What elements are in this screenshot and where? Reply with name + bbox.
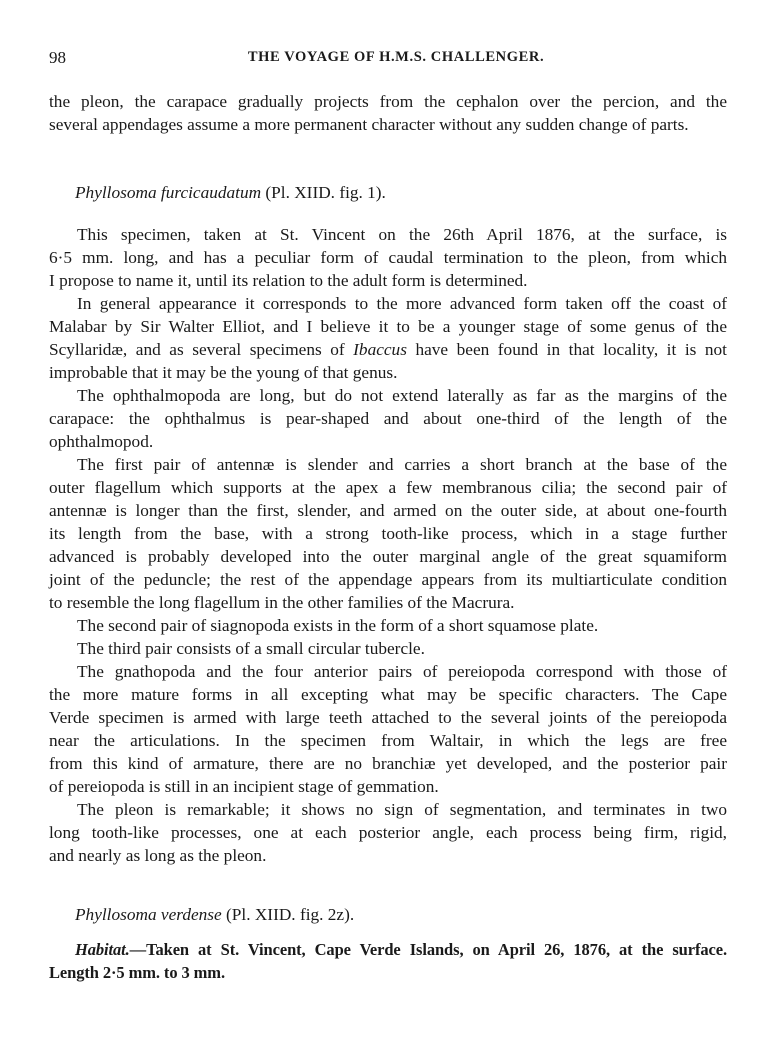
section-heading-verdense — [49, 903, 727, 926]
text-line: antennæ is longer than the first, slender, and armed on the outer side, at about one-fourth — [49, 501, 727, 520]
genus-name: Ibaccus — [353, 340, 407, 359]
page-number: 98 — [49, 48, 66, 67]
text-line: from this kind of armature, there are no branchiæ yet developed, and the posterior pair — [49, 754, 727, 773]
plate-reference: (Pl. XIID. fig. 2z). — [221, 905, 355, 924]
intro-paragraph — [49, 90, 727, 136]
species-name: Phyllosoma verdense — [75, 905, 222, 924]
text-line: 6·5 mm. long, and has a peculiar form of caudal termination to the pleon, from which — [49, 248, 727, 267]
text-line: long tooth-like processes, one at each posterior angle, each process being firm, rigid, — [49, 823, 727, 842]
text-line: This specimen, taken at St. Vincent on the 26th April 1876, at the surface, is — [77, 225, 727, 244]
habitat-paragraph — [49, 938, 727, 984]
page-body — [49, 90, 727, 984]
paragraph — [49, 660, 727, 798]
text-line: advanced is probably developed into the outer marginal angle of the great squamiform — [49, 547, 727, 566]
text-line: joint of the peduncle; the rest of the appendage appears from its multiarticulate condition — [49, 570, 727, 589]
text-line: I propose to name it, until its relation to the adult form is determined. — [49, 271, 528, 290]
text-line: The second pair of siagnopoda exists in the form of a short squamose plate. — [77, 616, 599, 635]
text-line: several appendages assume a more permanent character without any sudden change of parts. — [49, 115, 689, 134]
paragraph — [49, 384, 727, 453]
text-line: outer flagellum which supports at the apex a few membranous cilia; the second pair of — [49, 478, 727, 497]
text-line: ophthalmopod. — [49, 432, 154, 451]
text-line: near the articulations. In the specimen from Waltair, in which the legs are free — [49, 731, 727, 750]
text-line — [49, 938, 727, 961]
text-line: Length 2·5 mm. to 3 mm. — [49, 963, 225, 982]
text-line: the pleon, the carapace gradually projects from the cephalon over the percion, and the — [49, 92, 727, 111]
species-name: Phyllosoma furcicaudatum — [75, 183, 262, 202]
text-line: its length from the base, with a strong tooth-like process, which in a stage further — [49, 524, 727, 543]
paragraph — [49, 614, 727, 637]
running-title: THE VOYAGE OF H.M.S. CHALLENGER. — [247, 49, 545, 65]
text-line: to resemble the long flagellum in the other families of the Macrura. — [49, 593, 515, 612]
paragraph — [49, 453, 727, 614]
text-line: The third pair consists of a small circular tubercle. — [77, 639, 425, 658]
paragraph — [49, 223, 727, 292]
text-line: carapace: the ophthalmus is pear-shaped and about one-third of the length of the — [49, 409, 727, 428]
text-line: Scyllaridæ, and as several specimens of Ibaccus have been found in that locality, it is not — [49, 340, 727, 359]
text-line: Malabar by Sir Walter Elliot, and I believe it to be a younger stage of some genus of the — [49, 317, 727, 336]
paragraph — [49, 292, 727, 384]
paragraph — [49, 637, 727, 660]
text-line: In general appearance it corresponds to the more advanced form taken off the coast of — [77, 294, 727, 313]
page-header — [49, 46, 727, 69]
paragraph — [49, 798, 727, 867]
text-line: The ophthalmopoda are long, but do not extend laterally as far as the margins of the — [77, 386, 727, 405]
section-heading-furcicaudatum — [49, 181, 727, 204]
text-line: the more mature forms in all excepting what may be specific characters. The Cape — [49, 685, 727, 704]
text-line: The gnathopoda and the four anterior pairs of pereiopoda correspond with those of — [77, 662, 727, 681]
text-line: Verde specimen is armed with large teeth attached to the several joints of the pereiopoda — [49, 708, 727, 727]
text-line: and nearly as long as the pleon. — [49, 846, 267, 865]
habitat-label: Habitat. — [75, 940, 130, 959]
text-line: The first pair of antennæ is slender and carries a short branch at the base of the — [77, 455, 727, 474]
text-line: The pleon is remarkable; it shows no sign of segmentation, and terminates in two — [77, 800, 727, 819]
text-line: improbable that it may be the young of that genus. — [49, 363, 398, 382]
plate-reference: (Pl. XIID. fig. 1). — [261, 183, 386, 202]
section-body-furcicaudatum — [49, 223, 727, 867]
text-line: of pereiopoda is still in an incipient stage of gemmation. — [49, 777, 439, 796]
habitat-text: —Taken at St. Vincent, Cape Verde Islands, on April 26, 1876, at the surface. — [129, 940, 727, 959]
